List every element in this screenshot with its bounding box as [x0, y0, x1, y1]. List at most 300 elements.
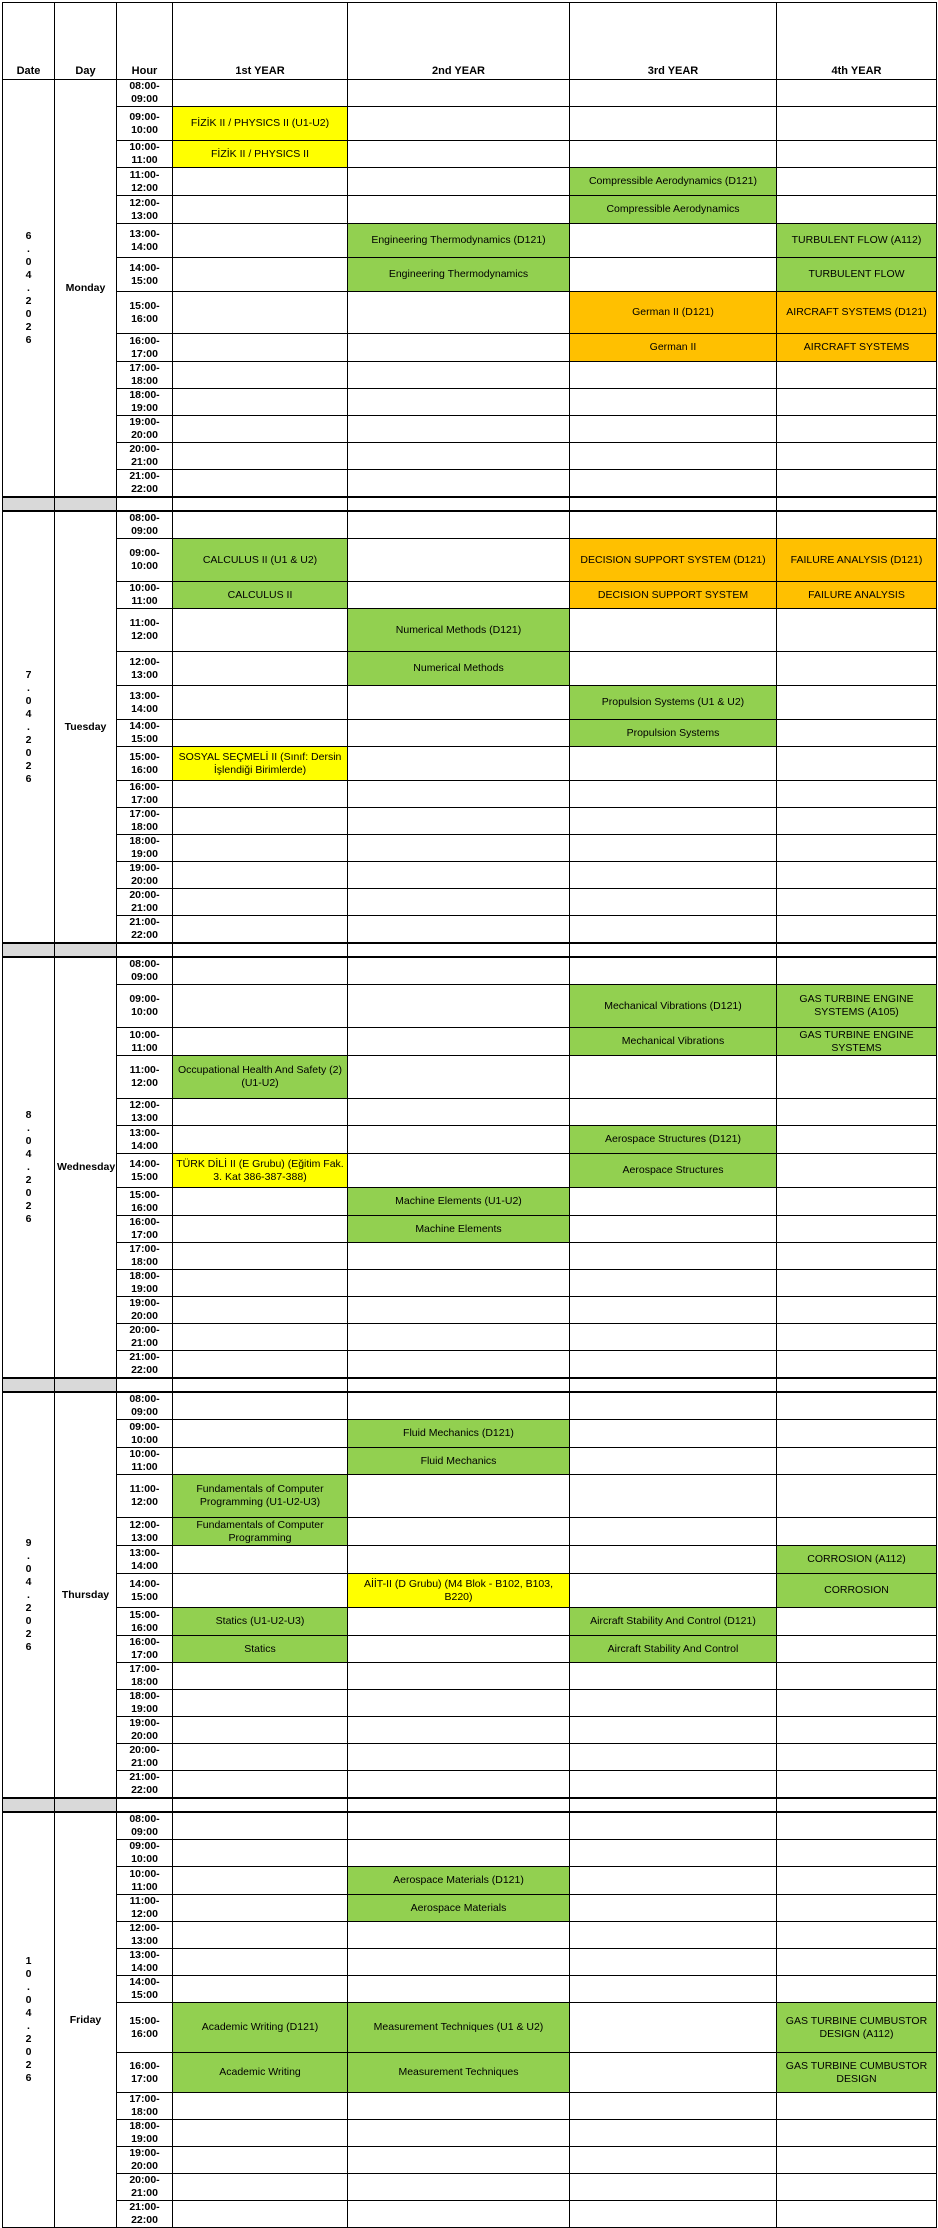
separator-cell [3, 497, 55, 511]
hour-cell: 19:00-20:00 [117, 416, 173, 443]
empty-cell [570, 1351, 777, 1379]
hour-cell: 09:00-10:00 [117, 1840, 173, 1867]
empty-cell [777, 1867, 937, 1895]
table-row [3, 1744, 937, 1771]
course-cell: Aerospace Structures (D121) [570, 1126, 777, 1154]
empty-cell [777, 747, 937, 781]
empty-cell [777, 1840, 937, 1867]
empty-cell [570, 2003, 777, 2053]
empty-cell [570, 957, 777, 985]
table-row [3, 686, 937, 720]
empty-cell [348, 985, 570, 1028]
table-row [3, 1546, 937, 1574]
empty-cell [173, 1771, 348, 1799]
empty-cell [570, 1216, 777, 1243]
table-row [3, 781, 937, 808]
table-row [3, 985, 937, 1028]
course-cell: Compressible Aerodynamics (D121) [570, 168, 777, 196]
course-cell: German II [570, 334, 777, 362]
hour-cell: 12:00-13:00 [117, 652, 173, 686]
date-char: 2 [25, 2059, 32, 2071]
empty-cell [173, 957, 348, 985]
course-cell: CORROSION [777, 1574, 937, 1608]
hour-cell: 21:00-22:00 [117, 1771, 173, 1799]
empty-cell [570, 1297, 777, 1324]
empty-cell [173, 1297, 348, 1324]
empty-cell [348, 1475, 570, 1518]
table-row [3, 747, 937, 781]
table-row [3, 2053, 937, 2093]
hour-cell: 18:00-19:00 [117, 835, 173, 862]
empty-cell [777, 1518, 937, 1546]
empty-cell [348, 1690, 570, 1717]
empty-cell [777, 1475, 937, 1518]
date-char: . [27, 1122, 30, 1134]
empty-cell [173, 389, 348, 416]
empty-cell [777, 609, 937, 652]
empty-cell [348, 2120, 570, 2147]
date-char: 0 [25, 1187, 32, 1199]
table-row [3, 609, 937, 652]
empty-cell [173, 2120, 348, 2147]
empty-cell [777, 1351, 937, 1379]
empty-cell [348, 1351, 570, 1379]
date-char: 0 [25, 1994, 32, 2006]
empty-cell [570, 2053, 777, 2093]
empty-cell [777, 168, 937, 196]
empty-cell [777, 686, 937, 720]
hour-cell: 15:00-16:00 [117, 1188, 173, 1216]
empty-cell [777, 916, 937, 944]
date-char: . [27, 1588, 30, 1601]
table-row [3, 196, 937, 224]
table-row [3, 2120, 937, 2147]
empty-cell [570, 141, 777, 168]
table-row [3, 916, 937, 944]
empty-cell [777, 720, 937, 747]
separator-cell [3, 943, 55, 957]
empty-cell [570, 1840, 777, 1867]
course-cell: FİZİK II / PHYSICS II (U1-U2) [173, 107, 348, 141]
day-separator-row [3, 497, 937, 511]
empty-cell [173, 652, 348, 686]
separator-cell [348, 1378, 570, 1392]
empty-cell [173, 889, 348, 916]
empty-cell [348, 539, 570, 582]
empty-cell [777, 1056, 937, 1099]
empty-cell [777, 1690, 937, 1717]
hour-cell: 14:00-15:00 [117, 1976, 173, 2003]
separator-cell [173, 1798, 348, 1812]
hour-cell: 10:00-11:00 [117, 141, 173, 168]
date-char: . [27, 281, 30, 294]
course-cell: Numerical Methods (D121) [348, 609, 570, 652]
empty-cell [570, 443, 777, 470]
empty-cell [173, 1351, 348, 1379]
date-char: . [27, 720, 30, 733]
table-row [3, 443, 937, 470]
empty-cell [348, 1056, 570, 1099]
empty-cell [570, 1188, 777, 1216]
date-char: 6 [25, 333, 32, 346]
empty-cell [173, 1420, 348, 1448]
separator-cell [117, 1798, 173, 1812]
empty-cell [173, 362, 348, 389]
hour-cell: 21:00-22:00 [117, 2201, 173, 2228]
hour-cell: 18:00-19:00 [117, 2120, 173, 2147]
empty-cell [173, 443, 348, 470]
table-row [3, 1324, 937, 1351]
separator-cell [55, 1798, 117, 1812]
empty-cell [570, 224, 777, 258]
table-row [3, 1922, 937, 1949]
separator-cell [117, 497, 173, 511]
empty-cell [348, 1546, 570, 1574]
table-row [3, 1154, 937, 1188]
empty-cell [348, 862, 570, 889]
course-cell: DECISION SUPPORT SYSTEM [570, 582, 777, 609]
hour-cell: 16:00-17:00 [117, 334, 173, 362]
header-hour: Hour [117, 3, 173, 80]
empty-cell [173, 2147, 348, 2174]
date-char: 2 [25, 2033, 32, 2045]
separator-cell [570, 943, 777, 957]
table-row [3, 470, 937, 498]
empty-cell [348, 80, 570, 107]
empty-cell [348, 1840, 570, 1867]
separator-cell [55, 943, 117, 957]
course-cell: GAS TURBINE ENGINE SYSTEMS [777, 1028, 937, 1056]
empty-cell [348, 1812, 570, 1840]
date-cell [3, 1812, 55, 2228]
table-row [3, 107, 937, 141]
date-char: 1 [25, 1955, 32, 1967]
course-cell: Engineering Thermodynamics [348, 258, 570, 292]
empty-cell [348, 1717, 570, 1744]
table-row [3, 1518, 937, 1546]
empty-cell [570, 781, 777, 808]
table-row [3, 1840, 937, 1867]
course-cell: Measurement Techniques [348, 2053, 570, 2093]
table-row [3, 808, 937, 835]
empty-cell [777, 1448, 937, 1475]
hour-cell: 14:00-15:00 [117, 1574, 173, 1608]
table-row [3, 1663, 937, 1690]
course-cell: TURBULENT FLOW [777, 258, 937, 292]
empty-cell [173, 808, 348, 835]
empty-cell [173, 1099, 348, 1126]
table-row [3, 2147, 937, 2174]
empty-cell [570, 389, 777, 416]
hour-cell: 11:00-12:00 [117, 1895, 173, 1922]
date-char: . [27, 681, 30, 694]
empty-cell [348, 443, 570, 470]
hour-cell: 18:00-19:00 [117, 1690, 173, 1717]
empty-cell [173, 1895, 348, 1922]
empty-cell [173, 292, 348, 334]
separator-cell [777, 1798, 937, 1812]
empty-cell [777, 1949, 937, 1976]
empty-cell [570, 747, 777, 781]
table-row [3, 1216, 937, 1243]
table-row [3, 1475, 937, 1518]
empty-cell [173, 985, 348, 1028]
empty-cell [348, 1154, 570, 1188]
course-cell: Propulsion Systems [570, 720, 777, 747]
empty-cell [777, 80, 937, 107]
empty-cell [777, 141, 937, 168]
empty-cell [570, 1420, 777, 1448]
empty-cell [570, 1518, 777, 1546]
hour-cell: 16:00-17:00 [117, 781, 173, 808]
hour-cell: 10:00-11:00 [117, 1028, 173, 1056]
empty-cell [777, 1771, 937, 1799]
table-row [3, 258, 937, 292]
table-row [3, 1420, 937, 1448]
hour-cell: 20:00-21:00 [117, 889, 173, 916]
empty-cell [777, 781, 937, 808]
hour-cell: 21:00-22:00 [117, 1351, 173, 1379]
course-cell: Aerospace Structures [570, 1154, 777, 1188]
separator-cell [3, 1378, 55, 1392]
day-cell: Wednesday [55, 957, 117, 1378]
empty-cell [348, 1270, 570, 1297]
hour-cell: 19:00-20:00 [117, 862, 173, 889]
empty-cell [570, 1270, 777, 1297]
date-char: 0 [25, 1562, 32, 1575]
hour-cell: 12:00-13:00 [117, 1518, 173, 1546]
empty-cell [173, 1546, 348, 1574]
empty-cell [173, 1867, 348, 1895]
header-4th-year: 4th YEAR [777, 3, 937, 80]
empty-cell [348, 720, 570, 747]
hour-cell: 17:00-18:00 [117, 362, 173, 389]
empty-cell [777, 862, 937, 889]
course-cell: Statics (U1-U2-U3) [173, 1608, 348, 1636]
table-row [3, 1351, 937, 1379]
empty-cell [777, 2147, 937, 2174]
date-char: 0 [25, 255, 32, 268]
empty-cell [173, 835, 348, 862]
table-row [3, 141, 937, 168]
course-cell: Propulsion Systems (U1 & U2) [570, 686, 777, 720]
separator-cell [348, 943, 570, 957]
day-separator-row [3, 943, 937, 957]
hour-cell: 18:00-19:00 [117, 389, 173, 416]
separator-cell [117, 1378, 173, 1392]
empty-cell [570, 1812, 777, 1840]
hour-cell: 09:00-10:00 [117, 985, 173, 1028]
exam-schedule-table [2, 2, 937, 2228]
table-row [3, 511, 937, 539]
empty-cell [348, 362, 570, 389]
table-row [3, 1028, 937, 1056]
course-cell: Machine Elements (U1-U2) [348, 1188, 570, 1216]
empty-cell [570, 416, 777, 443]
hour-cell: 09:00-10:00 [117, 1420, 173, 1448]
empty-cell [348, 196, 570, 224]
table-row [3, 1976, 937, 2003]
empty-cell [570, 652, 777, 686]
separator-cell [173, 943, 348, 957]
course-cell: Engineering Thermodynamics (D121) [348, 224, 570, 258]
date-char: 6 [25, 1640, 32, 1653]
date-char: 2 [25, 320, 32, 333]
table-row [3, 292, 937, 334]
course-cell: Fundamentals of Computer Programming [173, 1518, 348, 1546]
day-cell: Thursday [55, 1392, 117, 1798]
hour-cell: 08:00-09:00 [117, 511, 173, 539]
empty-cell [777, 808, 937, 835]
table-row [3, 1812, 937, 1840]
empty-cell [348, 1976, 570, 2003]
empty-cell [777, 1297, 937, 1324]
hour-cell: 09:00-10:00 [117, 107, 173, 141]
date-char: . [27, 242, 30, 255]
empty-cell [173, 1243, 348, 1270]
hour-cell: 19:00-20:00 [117, 1717, 173, 1744]
date-cell [3, 1392, 55, 1798]
empty-cell [173, 1922, 348, 1949]
course-cell: Occupational Health And Safety (2) (U1-U2) [173, 1056, 348, 1099]
empty-cell [348, 2201, 570, 2228]
empty-cell [777, 1243, 937, 1270]
table-row [3, 1608, 937, 1636]
hour-cell: 17:00-18:00 [117, 2093, 173, 2120]
table-row [3, 1126, 937, 1154]
empty-cell [173, 1188, 348, 1216]
hour-cell: 13:00-14:00 [117, 1949, 173, 1976]
empty-cell [348, 1392, 570, 1420]
hour-cell: 13:00-14:00 [117, 1546, 173, 1574]
empty-cell [348, 1744, 570, 1771]
empty-cell [348, 141, 570, 168]
date-char: 6 [25, 229, 32, 242]
empty-cell [570, 1324, 777, 1351]
day-separator-row [3, 1798, 937, 1812]
separator-cell [173, 497, 348, 511]
hour-cell: 15:00-16:00 [117, 747, 173, 781]
hour-cell: 11:00-12:00 [117, 168, 173, 196]
empty-cell [570, 1976, 777, 2003]
hour-cell: 13:00-14:00 [117, 224, 173, 258]
empty-cell [173, 2174, 348, 2201]
course-cell: SOSYAL SEÇMELİ II (Sınıf: Dersin İşlendiği Birimlerde) [173, 747, 348, 781]
empty-cell [173, 196, 348, 224]
header-row [3, 3, 937, 80]
empty-cell [570, 1717, 777, 1744]
empty-cell [173, 1448, 348, 1475]
date-char: . [27, 1549, 30, 1562]
separator-cell [348, 1798, 570, 1812]
empty-cell [348, 808, 570, 835]
empty-cell [570, 862, 777, 889]
empty-cell [570, 1546, 777, 1574]
table-row [3, 1270, 937, 1297]
empty-cell [777, 107, 937, 141]
empty-cell [777, 1922, 937, 1949]
empty-cell [173, 720, 348, 747]
hour-cell: 20:00-21:00 [117, 1324, 173, 1351]
empty-cell [777, 443, 937, 470]
empty-cell [348, 107, 570, 141]
empty-cell [777, 1126, 937, 1154]
empty-cell [570, 609, 777, 652]
empty-cell [173, 511, 348, 539]
empty-cell [570, 1056, 777, 1099]
empty-cell [777, 1324, 937, 1351]
date-char: 7 [25, 668, 32, 681]
course-cell: Machine Elements [348, 1216, 570, 1243]
empty-cell [173, 168, 348, 196]
header-1st-year: 1st YEAR [173, 3, 348, 80]
empty-cell [570, 1392, 777, 1420]
hour-cell: 21:00-22:00 [117, 916, 173, 944]
date-cell [3, 80, 55, 498]
table-row [3, 1448, 937, 1475]
empty-cell [173, 1028, 348, 1056]
hour-cell: 21:00-22:00 [117, 470, 173, 498]
empty-cell [777, 1812, 937, 1840]
empty-cell [173, 1574, 348, 1608]
empty-cell [348, 686, 570, 720]
empty-cell [570, 362, 777, 389]
hour-cell: 13:00-14:00 [117, 686, 173, 720]
day-cell: Monday [55, 80, 117, 498]
empty-cell [777, 1608, 937, 1636]
empty-cell [777, 1392, 937, 1420]
empty-cell [173, 2201, 348, 2228]
empty-cell [570, 1771, 777, 1799]
empty-cell [173, 916, 348, 944]
empty-cell [570, 470, 777, 498]
empty-cell [570, 1949, 777, 1976]
table-row [3, 168, 937, 196]
empty-cell [348, 916, 570, 944]
date-char: 2 [25, 1200, 32, 1212]
separator-cell [55, 497, 117, 511]
empty-cell [348, 1297, 570, 1324]
date-char: 0 [25, 1968, 32, 1980]
date-char: 2 [25, 733, 32, 746]
empty-cell [348, 957, 570, 985]
table-row [3, 1297, 937, 1324]
empty-cell [777, 1216, 937, 1243]
table-row [3, 1099, 937, 1126]
date-char: . [27, 1161, 30, 1173]
empty-cell [570, 1922, 777, 1949]
date-char: 4 [25, 1575, 32, 1588]
date-char: 0 [25, 307, 32, 320]
empty-cell [570, 2174, 777, 2201]
empty-cell [348, 1949, 570, 1976]
table-row [3, 652, 937, 686]
date-char: 0 [25, 746, 32, 759]
course-cell: Statics [173, 1636, 348, 1663]
hour-cell: 18:00-19:00 [117, 1270, 173, 1297]
empty-cell [348, 416, 570, 443]
empty-cell [348, 2174, 570, 2201]
separator-cell [777, 943, 937, 957]
hour-cell: 11:00-12:00 [117, 609, 173, 652]
empty-cell [777, 1188, 937, 1216]
separator-cell [173, 1378, 348, 1392]
empty-cell [570, 2147, 777, 2174]
empty-cell [570, 258, 777, 292]
empty-cell [570, 1448, 777, 1475]
hour-cell: 12:00-13:00 [117, 1922, 173, 1949]
empty-cell [777, 1976, 937, 2003]
